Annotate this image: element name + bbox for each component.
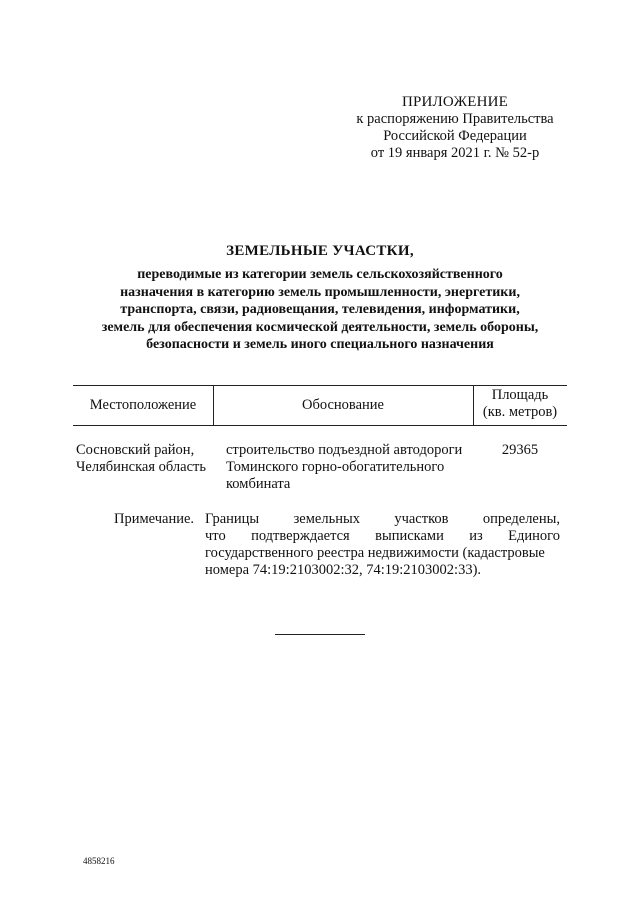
cell-line: Томинского горно-обогатительного — [226, 459, 445, 475]
subtitle-line: переводимые из категории земель сельскохозяйственного — [137, 267, 503, 282]
header-area-line: (кв. метров) — [482, 404, 558, 420]
document-number: 4858216 — [83, 856, 115, 866]
note-line: Границы земельных участков определены, — [205, 511, 560, 527]
note-text — [205, 511, 560, 579]
end-separator — [275, 634, 365, 635]
cell-area: 29365 — [501, 442, 539, 458]
appendix-heading: ПРИЛОЖЕНИЕ — [401, 94, 509, 110]
note-line: номера 74:19:2103002:32, 74:19:2103002:33). — [205, 562, 482, 578]
cell-line: Сосновский район, — [76, 442, 195, 458]
note-line: что подтверждается выписками из Единого — [205, 528, 560, 544]
cell-line: строительство подъездной автодороги — [226, 442, 463, 458]
header-location: Местоположение — [89, 397, 197, 413]
subtitle-line: безопасности и земель иного специального назначения — [146, 337, 494, 353]
note-line: государственного реестра недвижимости (кадастровые — [205, 545, 545, 561]
appendix-line-3: от 19 января 2021 г. № 52-р — [370, 145, 540, 161]
appendix-line-1: к распоряжению Правительства — [356, 111, 554, 127]
document-subtitle — [60, 266, 580, 354]
header-area — [473, 387, 567, 421]
cell-line: комбината — [226, 476, 291, 492]
appendix-block — [330, 94, 580, 162]
header-basis: Обоснование — [302, 397, 384, 413]
table-top-rule — [73, 385, 567, 386]
document-title: ЗЕМЕЛЬНЫЕ УЧАСТКИ, — [226, 243, 414, 259]
cell-basis — [226, 442, 476, 493]
cell-location — [76, 442, 216, 476]
cell-line: Челябинская область — [76, 459, 206, 475]
header-area-line: Площадь — [491, 387, 549, 403]
subtitle-line: земель для обеспечения космической деятельности, земель обороны, — [101, 319, 539, 335]
subtitle-line: назначения в категорию земель промышленности, энергетики, — [120, 284, 520, 300]
appendix-line-2: Российской Федерации — [383, 128, 527, 144]
table-header-rule — [73, 425, 567, 426]
note-label: Примечание. — [114, 511, 195, 527]
subtitle-line: транспорта, связи, радиовещания, телевидения, информатики, — [120, 302, 520, 318]
